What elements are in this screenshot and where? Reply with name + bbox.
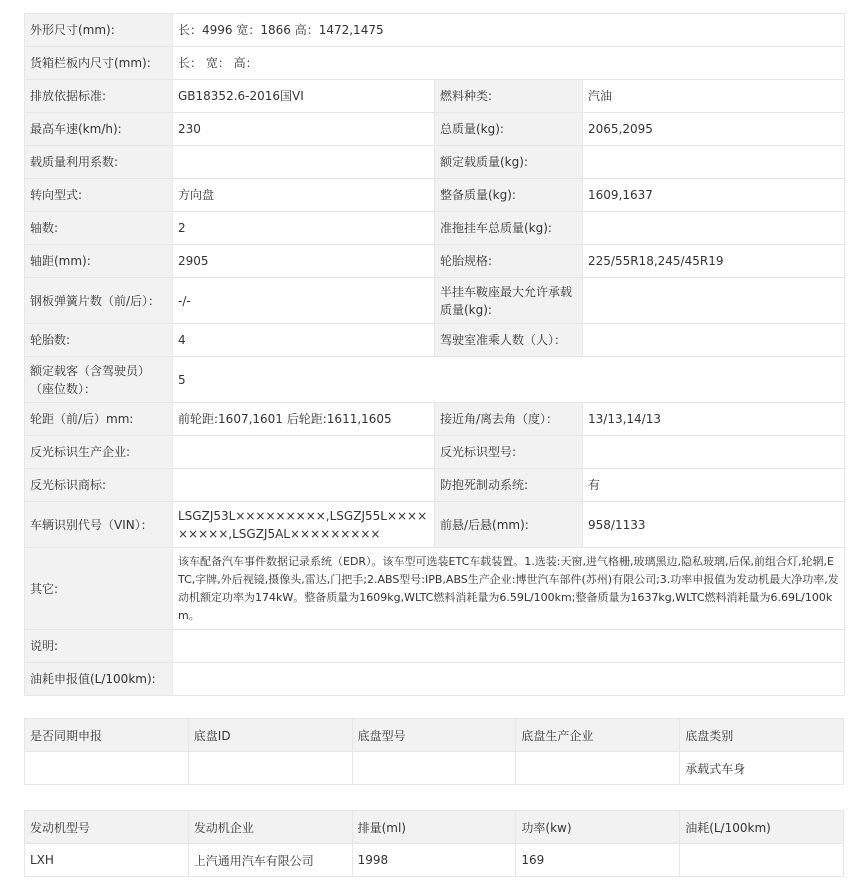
angles-value: 13/13,14/13 [583,403,845,436]
chassis-header-cell: 底盘ID [188,719,352,752]
total-mass-label: 总质量(kg): [435,113,583,146]
chassis-data-cell [352,752,516,785]
chassis-data-cell [188,752,352,785]
engine-header-cell: 发动机型号 [25,811,189,844]
spec-row [25,502,845,548]
spec-row [25,436,845,469]
engine-table [24,810,844,877]
track-label: 轮距（前/后）mm: [25,403,173,436]
cargo-box-label: 货箱栏板内尺寸(mm): [25,47,173,80]
reflector-maker-label: 反光标识生产企业: [25,436,173,469]
emission-value: GB18352.6-2016国VI [173,80,435,113]
max-speed-value: 230 [173,113,435,146]
chassis-header-row [25,719,844,752]
fuel-type-label: 燃料种类: [435,80,583,113]
spec-row [25,47,845,80]
rated-passengers-value: 5 [173,357,845,403]
axles-label: 轴数: [25,212,173,245]
steering-label: 转向型式: [25,179,173,212]
reflector-maker-value [173,436,435,469]
other-value: 该车配备汽车事件数据记录系统（EDR）。该车型可选装ETC车载装置。1.选装:天窗,进气格栅,玻璃黑边,隐私玻璃,后保,前组合灯,轮辋,ETC,字牌,外后视镜,摄像头,雷达,门把手;2.ABS型号:IPB,ABS生产企业:博世汽车部件(苏州)有限公司;3.功率申报值为发动机最大净功率,发动机额定功率为174kW。整备质量为1609kg,WLTC燃料消耗量为6.59L/100km;整备质量为1637kg,WLTC燃料消耗量为6.69L/100km。 [173,548,845,630]
cab-seats-value [583,324,845,357]
overhang-label: 前悬/后悬(mm): [435,502,583,548]
reflector-model-value [583,436,845,469]
chassis-header-cell: 是否同期申报 [25,719,189,752]
rated-load-value [583,146,845,179]
notes-value [173,630,845,663]
chassis-data-cell: 承载式车身 [680,752,844,785]
spec-row [25,179,845,212]
chassis-header-cell: 底盘生产企业 [516,719,680,752]
reflector-model-label: 反光标识型号: [435,436,583,469]
steering-value: 方向盘 [173,179,435,212]
spec-row [25,357,845,403]
saddle-load-label: 半挂车鞍座最大允许承载质量(kg): [435,278,583,324]
tire-count-label: 轮胎数: [25,324,173,357]
spec-row [25,548,845,630]
spec-row [25,469,845,502]
engine-header-cell: 功率(kw) [516,811,680,844]
fuel-type-value: 汽油 [583,80,845,113]
spec-row [25,14,845,47]
dimensions-label: 外形尺寸(mm): [25,14,173,47]
engine-data-cell: 169 [516,844,680,877]
dimensions-value: 长：4996 宽：1866 高：1472,1475 [173,14,845,47]
curb-mass-value: 1609,1637 [583,179,845,212]
fuel-consumption-label: 油耗申报值(L/100km): [25,663,173,696]
max-speed-label: 最高车速(km/h): [25,113,173,146]
track-value: 前轮距:1607,1601 后轮距:1611,1605 [173,403,435,436]
vehicle-spec-table [24,13,845,696]
spec-row [25,80,845,113]
engine-data-cell: LXH [25,844,189,877]
wheelbase-value: 2905 [173,245,435,278]
fuel-consumption-value [173,663,845,696]
axles-value: 2 [173,212,435,245]
tire-spec-label: 轮胎规格: [435,245,583,278]
trailer-mass-label: 准拖挂车总质量(kg): [435,212,583,245]
leaf-springs-label: 钢板弹簧片数（前/后）： [25,278,173,324]
engine-header-cell: 油耗(L/100km) [680,811,844,844]
chassis-header-cell: 底盘类别 [680,719,844,752]
cargo-box-value: 长： 宽： 高： [173,47,845,80]
notes-label: 说明: [25,630,173,663]
spec-row [25,324,845,357]
spec-row [25,146,845,179]
chassis-data-row [25,752,844,785]
engine-data-row [25,844,844,877]
engine-data-cell: 上汽通用汽车有限公司 [188,844,352,877]
curb-mass-label: 整备质量(kg): [435,179,583,212]
chassis-data-cell [516,752,680,785]
reflector-brand-value [173,469,435,502]
trailer-mass-value [583,212,845,245]
load-util-value [173,146,435,179]
chassis-table [24,718,844,785]
spec-row [25,663,845,696]
emission-label: 排放依据标准: [25,80,173,113]
leaf-springs-value: -/- [173,278,435,324]
spec-row [25,278,845,324]
engine-header-cell: 排量(ml) [352,811,516,844]
spec-row [25,403,845,436]
angles-label: 接近角/离去角（度）： [435,403,583,436]
chassis-data-cell [25,752,189,785]
chassis-header-cell: 底盘型号 [352,719,516,752]
abs-value: 有 [583,469,845,502]
spec-row [25,113,845,146]
abs-label: 防抱死制动系统: [435,469,583,502]
load-util-label: 载质量利用系数: [25,146,173,179]
spec-row [25,630,845,663]
engine-header-row [25,811,844,844]
saddle-load-value [583,278,845,324]
cab-seats-label: 驾驶室准乘人数（人）： [435,324,583,357]
total-mass-value: 2065,2095 [583,113,845,146]
reflector-brand-label: 反光标识商标: [25,469,173,502]
engine-data-cell [680,844,844,877]
wheelbase-label: 轴距(mm): [25,245,173,278]
spec-row [25,212,845,245]
rated-load-label: 额定载质量(kg): [435,146,583,179]
spec-row [25,245,845,278]
engine-data-cell: 1998 [352,844,516,877]
vin-label: 车辆识别代号（VIN）： [25,502,173,548]
other-label: 其它: [25,548,173,630]
tire-spec-value: 225/55R18,245/45R19 [583,245,845,278]
tire-count-value: 4 [173,324,435,357]
vin-value: LSGZJ53L×××××××××,LSGZJ55L×××××××××,LSGZJ5AL××××××××× [173,502,435,548]
engine-header-cell: 发动机企业 [188,811,352,844]
overhang-value: 958/1133 [583,502,845,548]
rated-passengers-label: 额定载客（含驾驶员）（座位数）： [25,357,173,403]
